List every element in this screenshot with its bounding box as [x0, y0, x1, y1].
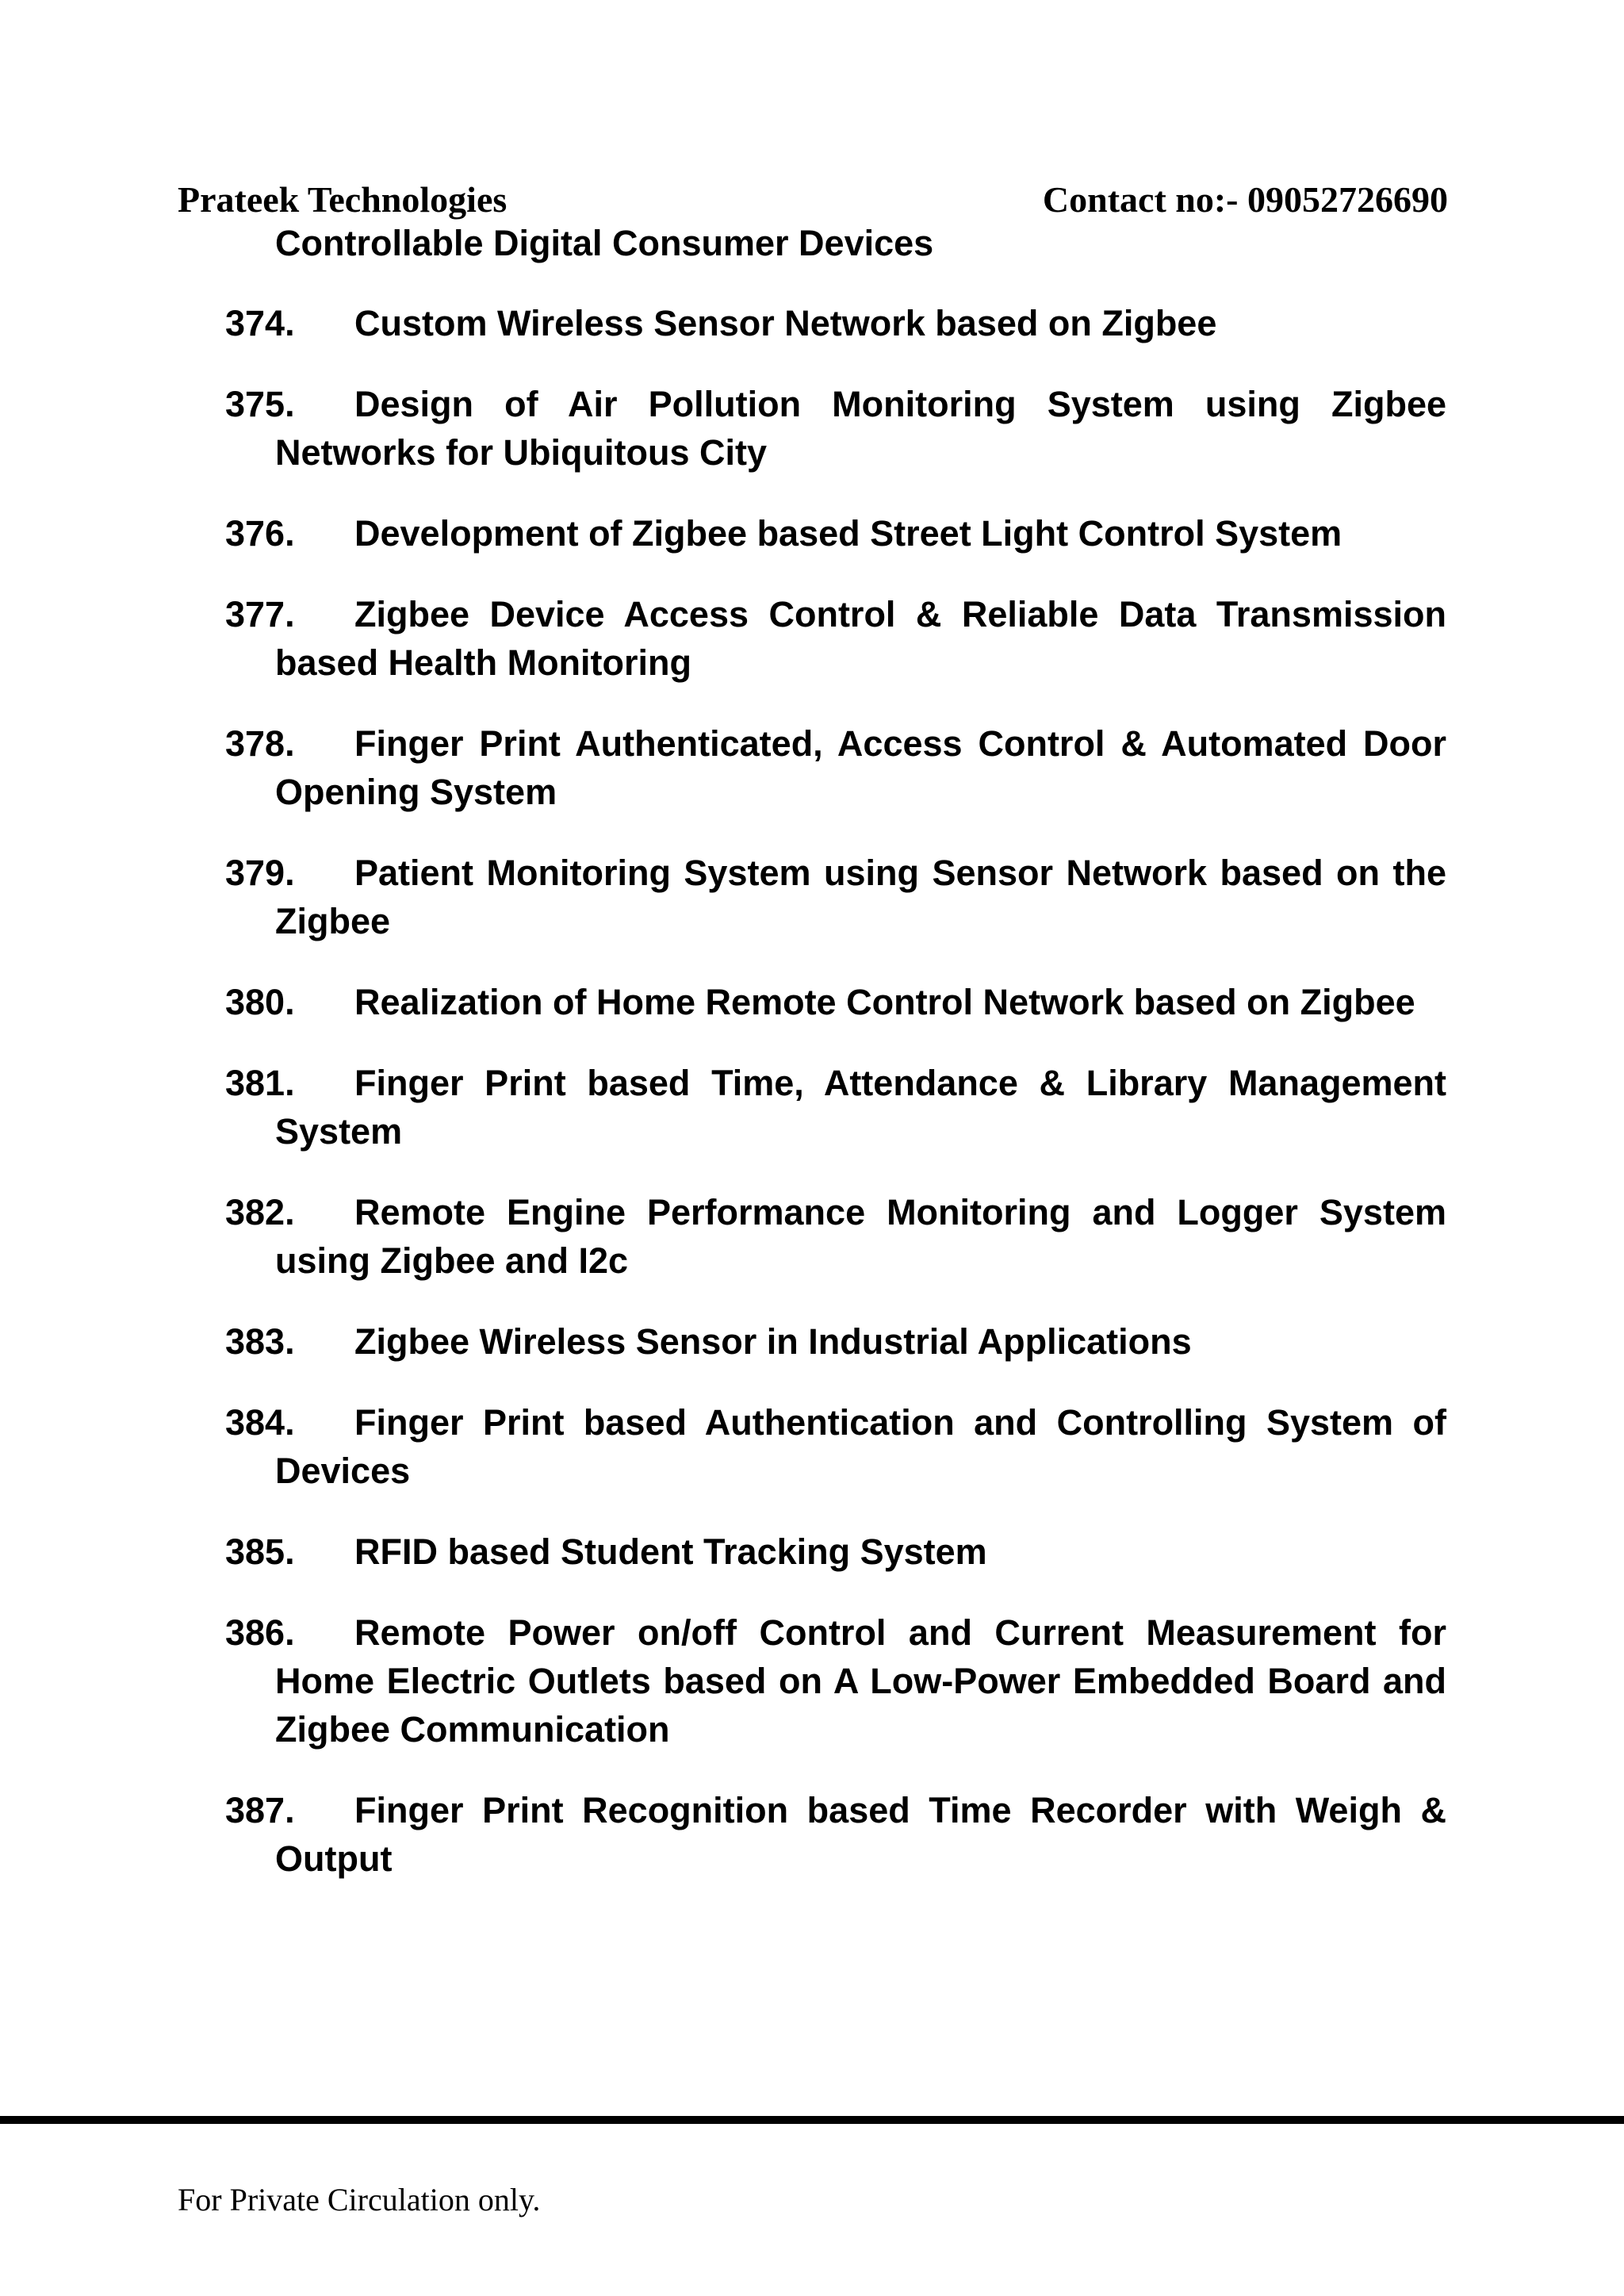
list-item [225, 1059, 1446, 1156]
item-number: 385. [225, 1531, 295, 1572]
item-number: 382. [225, 1192, 295, 1232]
item-number: 386. [225, 1612, 295, 1653]
list-item [225, 978, 1446, 1026]
footer-divider [0, 2116, 1624, 2124]
item-title: Zigbee Wireless Sensor in Industrial Applications [354, 1321, 1192, 1362]
item-title: Remote Engine Performance Monitoring and Logger System using Zigbee and I2c [275, 1192, 1446, 1281]
list-item [225, 1608, 1446, 1754]
page-footer: For Private Circulation only. [178, 2182, 541, 2217]
item-title: Finger Print based Authentication and Controlling System of Devices [275, 1402, 1446, 1491]
item-number: 375. [225, 384, 295, 424]
list-item [225, 719, 1446, 816]
company-name: Prateek Technologies [178, 179, 508, 220]
item-number: 380. [225, 982, 295, 1022]
item-title: Design of Air Pollution Monitoring System using Zigbee Networks for Ubiquitous City [275, 384, 1446, 473]
list-item [225, 590, 1446, 687]
item-number: 379. [225, 853, 295, 893]
list-item [225, 1317, 1446, 1366]
item-number: 377. [225, 594, 295, 634]
list-item [225, 509, 1446, 558]
list-item [225, 380, 1446, 477]
item-number: 374. [225, 303, 295, 343]
item-title: Custom Wireless Sensor Network based on Zigbee [354, 303, 1217, 343]
item-title: Development of Zigbee based Street Light Control System [354, 513, 1342, 554]
item-number: 381. [225, 1063, 295, 1103]
item-title: Remote Power on/off Control and Current Measurement for Home Electric Outlets based on A Low-Power Embedded Board and Zigbee Communication [275, 1612, 1446, 1750]
item-title: Finger Print based Time, Attendance & Library Management System [275, 1063, 1446, 1152]
item-number: 384. [225, 1402, 295, 1443]
item-title: Patient Monitoring System using Sensor Network based on the Zigbee [275, 853, 1446, 941]
item-title: RFID based Student Tracking System [354, 1531, 987, 1572]
list-item [225, 1188, 1446, 1285]
item-title: Realization of Home Remote Control Network based on Zigbee [354, 982, 1415, 1022]
item-title: Finger Print Recognition based Time Recorder with Weigh & Output [275, 1790, 1446, 1879]
item-number: 376. [225, 513, 295, 554]
item-number: 378. [225, 723, 295, 764]
item-title: Finger Print Authenticated, Access Control & Automated Door Opening System [275, 723, 1446, 812]
contact-number: Contact no:- 09052726690 [1042, 179, 1448, 220]
project-list [225, 219, 1446, 1915]
list-item [225, 849, 1446, 945]
list-item [225, 1527, 1446, 1576]
item-number: 387. [225, 1790, 295, 1830]
item-title: Zigbee Device Access Control & Reliable Data Transmission based Health Monitoring [275, 594, 1446, 683]
list-item [225, 299, 1446, 347]
continued-item-text: Controllable Digital Consumer Devices [275, 223, 934, 263]
item-number: 383. [225, 1321, 295, 1362]
list-item [225, 1786, 1446, 1883]
list-item [225, 1398, 1446, 1495]
